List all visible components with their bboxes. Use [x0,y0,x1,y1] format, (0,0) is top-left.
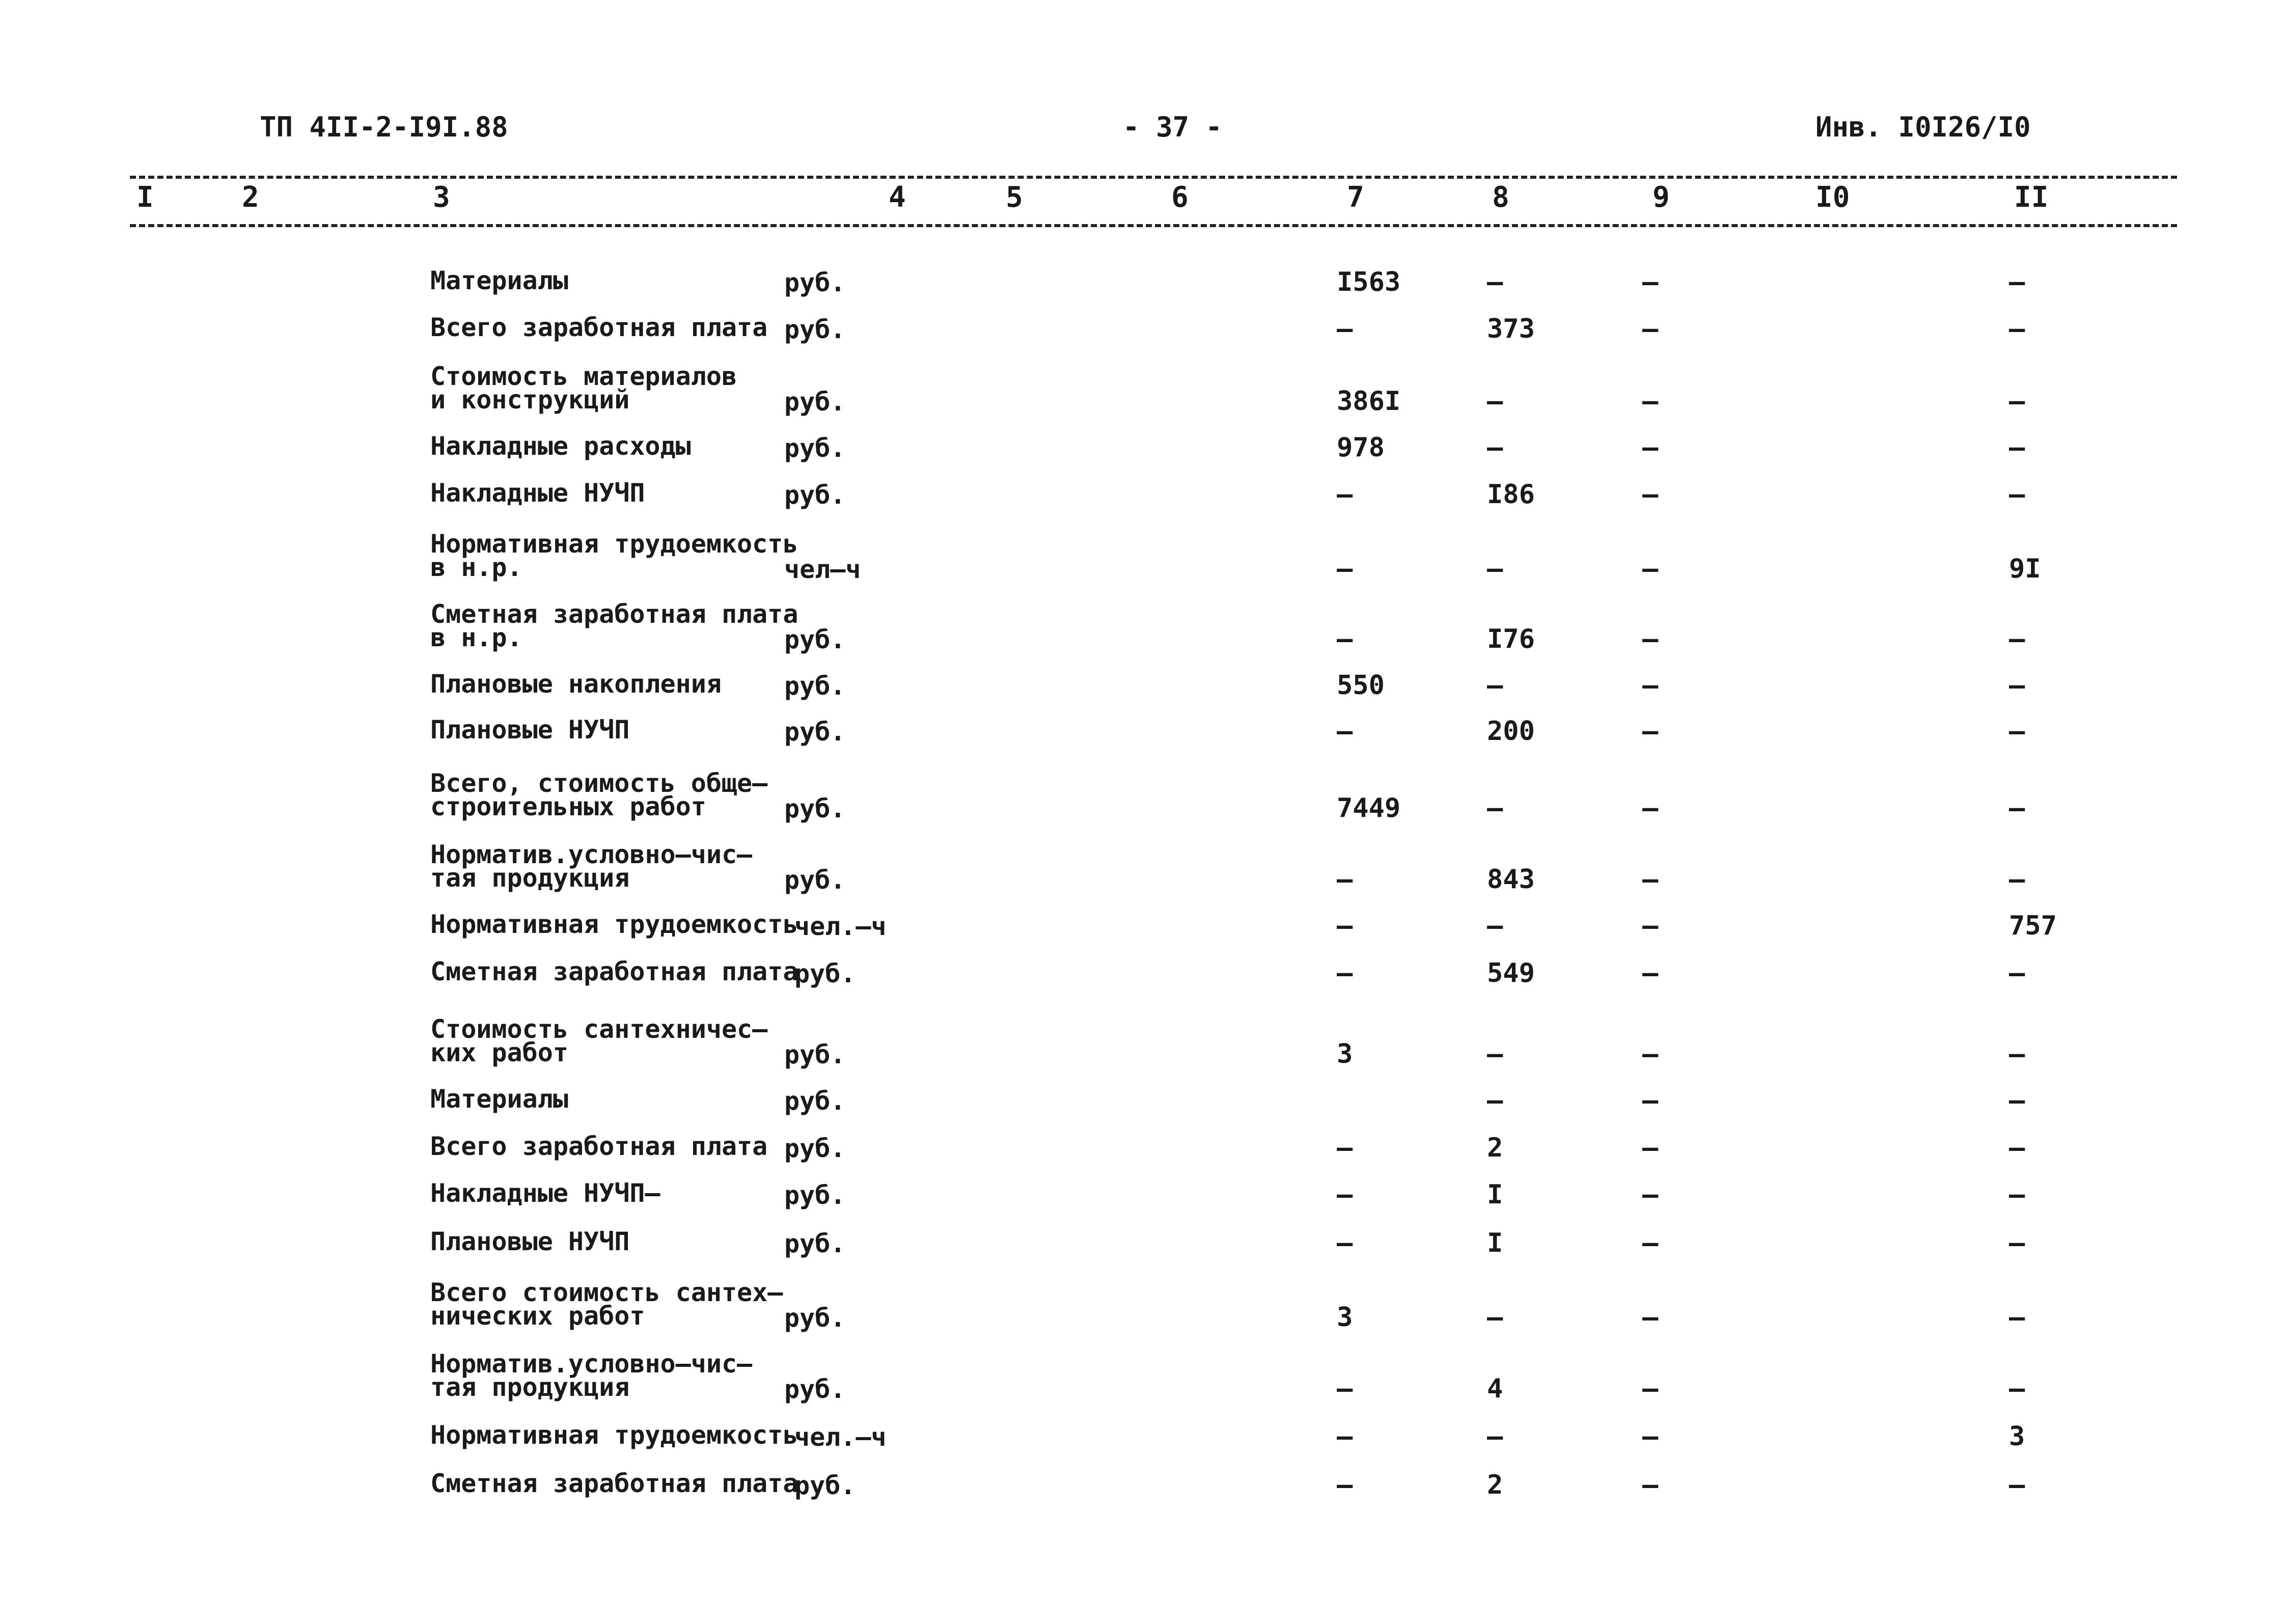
row-label: Плановые НУЧП [430,715,630,745]
cell-col-11: 757 [2009,911,2057,941]
cell-col-7: – [1337,1421,1353,1452]
cell-col-9: – [1642,793,1659,823]
cell-col-8: – [1487,386,1503,417]
cell-col-9: – [1642,554,1659,584]
cell-col-11: – [2009,432,2025,463]
column-number: 2 [242,181,259,214]
cell-col-8: 4 [1487,1373,1503,1404]
row-unit: руб. [784,1303,846,1333]
column-number: 7 [1347,181,1364,214]
cell-col-8: – [1487,267,1503,297]
row-unit: руб. [784,268,846,297]
cell-col-9: – [1642,314,1659,344]
row-label: Накладные расходы [430,431,691,461]
cell-col-11: – [2009,386,2025,417]
column-number: 3 [433,181,450,214]
column-number: I [136,181,154,214]
cell-col-11: – [2009,793,2025,823]
cell-col-11: – [2009,1133,2025,1163]
inventory-number: Инв. I0I26/I0 [1815,111,2031,143]
cell-col-8: – [1487,793,1503,823]
cell-col-9: – [1642,1470,1659,1500]
row-label: Норматив.условно–чис– тая продукция [430,1349,753,1402]
row-label: Плановые накопления [430,669,722,699]
row-unit: руб. [784,1134,846,1163]
row-label: Нормативная трудоемкость [430,910,798,939]
doc-code: ТП 4II-2-I9I.88 [260,111,508,143]
cell-col-9: – [1642,864,1659,895]
row-unit: руб. [784,625,846,654]
cell-col-7: 7449 [1337,793,1401,823]
column-number: I0 [1815,181,1850,214]
cell-col-7: – [1337,624,1353,654]
row-unit: руб. [784,1040,846,1069]
row-label: Накладные НУЧП– [430,1178,660,1208]
cell-col-11: – [2009,1039,2025,1069]
row-label: Материалы [430,1084,568,1114]
row-label: Стоимость сантехничес– ких работ [430,1014,768,1067]
row-unit: руб. [784,865,846,895]
cell-col-9: – [1642,267,1659,297]
cell-col-7: 3 [1337,1039,1353,1069]
page-number: - 37 - [1123,111,1223,143]
table-top-rule [130,176,2177,179]
cell-col-8: – [1487,554,1503,584]
cell-col-11: 3 [2009,1421,2025,1452]
cell-col-9: – [1642,1228,1659,1258]
table-header-rule [130,224,2177,227]
cell-col-9: – [1642,1421,1659,1452]
cell-col-8: 549 [1487,958,1535,988]
cell-col-7: – [1337,1373,1353,1404]
cell-col-7: – [1337,958,1353,988]
cell-col-8: – [1487,1302,1503,1333]
cell-col-9: – [1642,386,1659,417]
cell-col-7: 978 [1337,432,1385,463]
cell-col-8: 2 [1487,1133,1503,1163]
cell-col-9: – [1642,670,1659,701]
row-label: Всего заработная плата [430,1132,768,1161]
row-label: Сметная заработная плата в н.р. [430,599,798,652]
row-label: Всего стоимость сантех– нических работ [430,1278,783,1331]
row-unit: руб. [794,1471,856,1500]
cell-col-9: – [1642,1302,1659,1333]
row-unit: руб. [784,1086,846,1116]
row-unit: руб. [794,959,856,988]
row-label: Сметная заработная плата [430,957,798,986]
cell-col-7: – [1337,1470,1353,1500]
cell-col-9: – [1642,624,1659,654]
row-label: Плановые НУЧП [430,1227,630,1256]
cell-col-7: I563 [1337,267,1401,297]
cell-col-7: 386I [1337,386,1401,417]
cell-col-9: – [1642,1179,1659,1210]
row-unit: чел–ч [784,555,861,584]
row-unit: руб. [784,315,846,344]
cell-col-11: – [2009,624,2025,654]
cell-col-8: – [1487,1421,1503,1452]
row-unit: руб. [784,794,846,823]
column-number: II [2014,181,2049,214]
row-label: Материалы [430,266,568,295]
cell-col-8: I86 [1487,479,1535,510]
cell-col-11: – [2009,864,2025,895]
row-unit: руб. [784,1229,846,1258]
row-label: Нормативная трудоемкость в н.р. [430,529,798,582]
cell-col-7: – [1337,1228,1353,1258]
cell-col-9: – [1642,1133,1659,1163]
cell-col-9: – [1642,432,1659,463]
row-label: Стоимость материалов и конструкций [430,362,737,415]
cell-col-7: 550 [1337,670,1385,701]
cell-col-9: – [1642,1373,1659,1404]
cell-col-11: – [2009,1373,2025,1404]
cell-col-7: – [1337,1179,1353,1210]
column-number: 9 [1652,181,1670,214]
cell-col-11: – [2009,670,2025,701]
cell-col-8: – [1487,1085,1503,1116]
cell-col-7: – [1337,1133,1353,1163]
column-number: 6 [1171,181,1189,214]
cell-col-7: – [1337,554,1353,584]
cell-col-8: – [1487,911,1503,941]
cell-col-8: – [1487,670,1503,701]
cell-col-9: – [1642,958,1659,988]
row-label: Нормативная трудоемкость [430,1420,798,1450]
row-unit: руб. [784,1374,846,1404]
cell-col-11: – [2009,314,2025,344]
cell-col-11: – [2009,1302,2025,1333]
cell-col-9: – [1642,911,1659,941]
row-label: Всего, стоимость обще– строительных работ [430,768,768,821]
cell-col-11: – [2009,1179,2025,1210]
cell-col-7: – [1337,864,1353,895]
cell-col-8: I [1487,1228,1503,1258]
row-unit: руб. [784,671,846,701]
cell-col-11: – [2009,267,2025,297]
row-unit: руб. [784,387,846,417]
row-unit: руб. [784,433,846,463]
column-number: 4 [889,181,906,214]
cell-col-7: 3 [1337,1302,1353,1333]
column-number: 8 [1492,181,1509,214]
row-unit: чел.–ч [794,1422,887,1452]
cell-col-8: I76 [1487,624,1535,654]
row-label: Сметная заработная плата [430,1469,798,1498]
cell-col-8: – [1487,1039,1503,1069]
cell-col-8: 2 [1487,1470,1503,1500]
cell-col-7: – [1337,314,1353,344]
cell-col-7: – [1337,479,1353,510]
cell-col-7: – [1337,716,1353,747]
cell-col-9: – [1642,479,1659,510]
cell-col-11: – [2009,958,2025,988]
row-label: Накладные НУЧП [430,478,645,508]
cell-col-11: – [2009,1470,2025,1500]
cell-col-11: 9I [2009,554,2041,584]
row-unit: руб. [784,1180,846,1210]
cell-col-8: I [1487,1179,1503,1210]
cell-col-9: – [1642,1039,1659,1069]
row-unit: руб. [784,480,846,510]
cell-col-8: 373 [1487,314,1535,344]
cell-col-9: – [1642,1085,1659,1116]
cell-col-11: – [2009,479,2025,510]
cell-col-11: – [2009,716,2025,747]
cell-col-8: 200 [1487,716,1535,747]
cell-col-9: – [1642,716,1659,747]
cell-col-7: – [1337,911,1353,941]
row-label: Норматив.условно–чис– тая продукция [430,840,753,893]
cell-col-8: – [1487,432,1503,463]
row-unit: чел.–ч [794,912,887,941]
cell-col-11: – [2009,1085,2025,1116]
row-unit: руб. [784,717,846,747]
row-label: Всего заработная плата [430,313,768,342]
column-number: 5 [1006,181,1023,214]
cell-col-11: – [2009,1228,2025,1258]
cell-col-8: 843 [1487,864,1535,895]
